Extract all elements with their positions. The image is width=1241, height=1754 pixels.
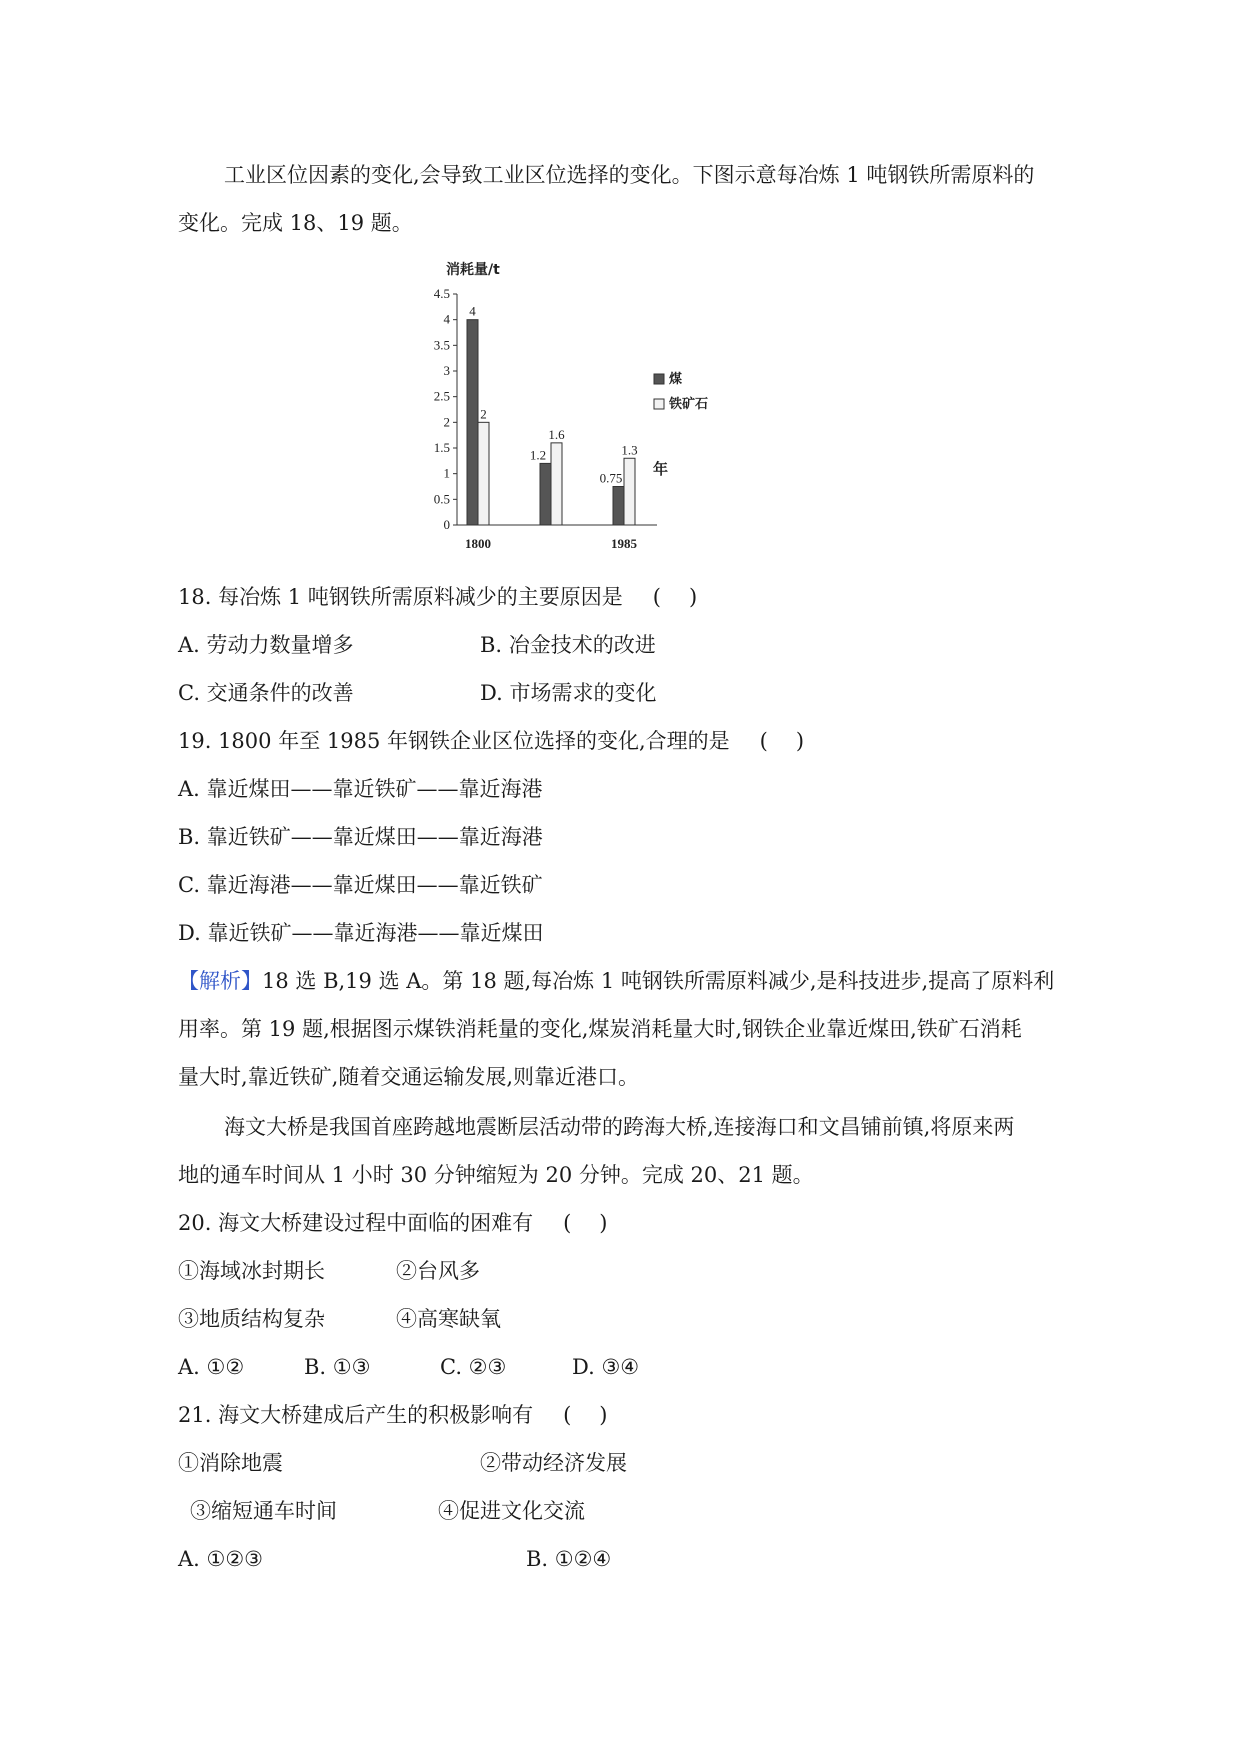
x-tick-label: 1800 [465,536,491,551]
intro-text-line: 变化。完成 18、19 题。 [178,211,413,235]
y-axis-title: 消耗量/t [446,262,500,278]
y-tick-label: 0 [443,517,450,532]
y-tick-label: 0.5 [433,491,450,507]
analysis-line [178,966,1054,996]
legend-label-iron-ore: 铁矿石 [669,396,709,411]
option-a: A. 劳动力数量增多 [178,633,354,657]
y-tick-label: 2 [443,414,450,430]
question-stem-text: 19. 1800 年至 1985 年钢铁企业区位选择的变化,合理的是 [178,729,730,753]
coal-iron-consumption-chart [420,258,820,558]
option-d: D. 靠近铁矿——靠近海港——靠近煤田 [178,921,544,945]
statement-1: ①海域冰封期长 [178,1259,325,1283]
bar-iron-ore [551,443,562,525]
option-a: A. ①②③ [178,1547,263,1571]
question-stem-text: 18. 每冶炼 1 吨钢铁所需原料减少的主要原因是 [178,585,623,609]
question-21-stem [178,1400,635,1430]
intro-text-line: 海文大桥是我国首座跨越地震断层活动带的跨海大桥,连接海口和文昌铺前镇,将原来两 [224,1115,1015,1139]
question-18-stem [178,582,725,612]
analysis-line: 量大时,靠近铁矿,随着交通运输发展,则靠近港口。 [178,1065,640,1089]
bar-iron-ore [478,422,489,525]
option-c: C. 靠近海港——靠近煤田——靠近铁矿 [178,873,543,897]
option-b: B. ①②④ [526,1547,612,1571]
option-d: D. 市场需求的变化 [480,681,657,705]
statement-3: ③缩短通车时间 [190,1499,337,1523]
analysis-tag: 【解析】 [178,969,262,993]
option-row [178,1544,612,1574]
option-row [178,678,657,708]
question-stem-text: 21. 海文大桥建成后产生的积极影响有 [178,1403,534,1427]
legend-label-coal: 煤 [669,371,683,386]
bar-data-label: 2 [480,406,487,422]
y-tick-label: 3.5 [433,337,450,353]
statement-4: ④高寒缺氧 [396,1307,501,1331]
statement-2: ②带动经济发展 [480,1451,627,1475]
bar-data-label: 1.2 [529,447,547,463]
analysis-text: 18 选 B,19 选 A。第 18 题,每冶炼 1 吨钢铁所需原料减少,是科技进步,提高了原料利 [262,969,1055,993]
option-a: A. 靠近煤田——靠近铁矿——靠近海港 [178,777,543,801]
option-b: B. 靠近铁矿——靠近煤田——靠近海港 [178,825,543,849]
option-b: B. ①③ [304,1355,371,1379]
intro-text-line: 地的通车时间从 1 小时 30 分钟缩短为 20 分钟。完成 20、21 题。 [178,1163,814,1187]
question-stem-text: 20. 海文大桥建设过程中面临的困难有 [178,1211,534,1235]
question-19-stem [178,726,832,756]
y-tick-label: 1.5 [433,440,450,455]
statement-2: ②台风多 [396,1259,480,1283]
option-row [178,630,656,660]
y-tick-label: 4.5 [433,286,450,301]
answer-blank: () [563,1403,636,1427]
statement-row [178,1304,501,1334]
answer-blank: () [652,585,726,609]
statement-1: ①消除地震 [178,1451,283,1475]
y-tick-label: 2.5 [433,388,450,404]
option-a: A. ①② [178,1355,245,1379]
analysis-line: 用率。第 19 题,根据图示煤铁消耗量的变化,煤炭消耗量大时,钢铁企业靠近煤田,铁矿石消耗 [178,1017,1022,1041]
bar-data-label: 4 [469,303,476,319]
y-tick-label: 1 [443,465,450,481]
option-c: C. ②③ [440,1355,507,1379]
statement-4: ④促进文化交流 [438,1499,585,1523]
option-b: B. 冶金技术的改进 [480,633,656,657]
bar-coal [613,487,624,526]
question-20-stem [178,1208,635,1238]
bar-data-label: 1.3 [621,442,638,458]
statement-row [178,1256,480,1286]
legend-swatch-coal [654,374,664,384]
statement-3: ③地质结构复杂 [178,1307,325,1331]
y-tick-label: 3 [443,363,450,378]
bar-coal [467,320,478,525]
bar-iron-ore [624,458,635,525]
y-tick-label: 4 [443,311,450,327]
bar-data-label: 0.75 [599,470,623,486]
answer-blank: () [563,1211,636,1235]
statement-row [178,1448,627,1478]
bar-coal [540,463,551,525]
intro-text-line: 工业区位因素的变化,会导致工业区位选择的变化。下图示意每冶炼 1 吨钢铁所需原料的 [224,163,1035,187]
x-tick-label: 1985 [611,536,637,551]
option-c: C. 交通条件的改善 [178,681,354,705]
bar-data-label: 1.6 [548,426,565,442]
option-d: D. ③④ [572,1355,640,1379]
legend-swatch-iron-ore [654,399,664,409]
x-axis-title: 年 [653,460,669,478]
answer-blank: () [759,729,833,753]
statement-row [190,1496,585,1526]
